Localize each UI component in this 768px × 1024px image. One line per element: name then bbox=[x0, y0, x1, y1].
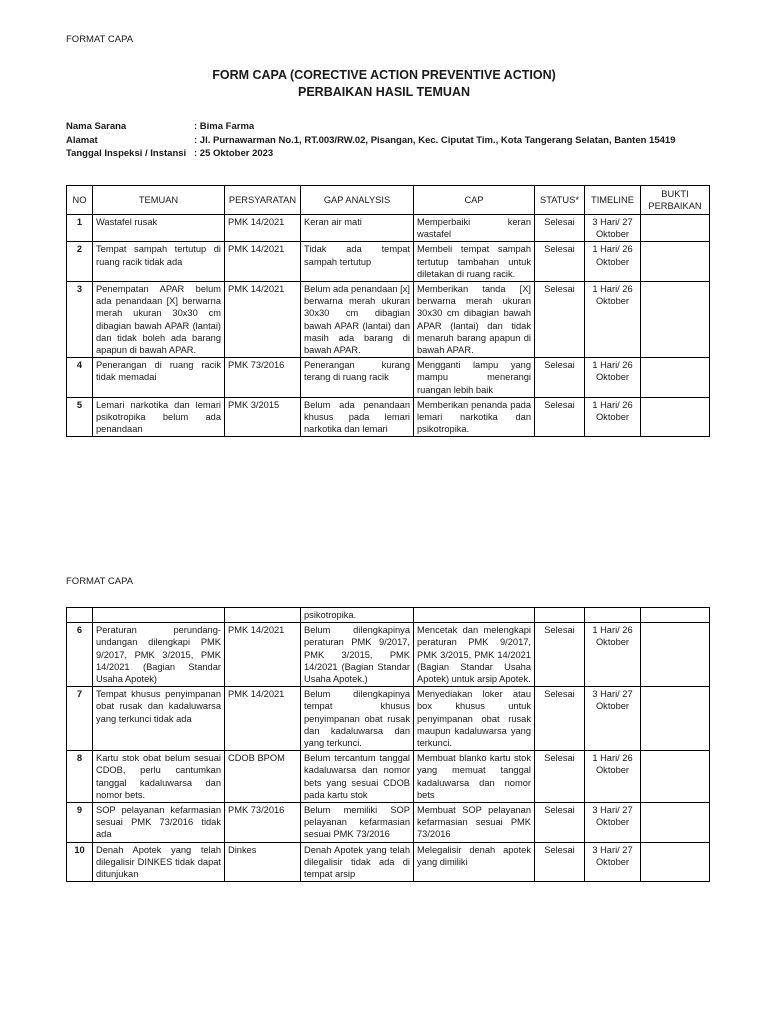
cell-timeline: 1 Hari/ 26 Oktober bbox=[585, 242, 641, 282]
cell-bukti bbox=[641, 803, 710, 843]
cell-gap: Tidak ada tempat sampah tertutup bbox=[301, 242, 414, 282]
cell-gap: Belum memiliki SOP pelayanan kefarmasian sesuai PMK 73/2016 bbox=[301, 803, 414, 843]
cell-timeline: 3 Hari/ 27 Oktober bbox=[585, 842, 641, 882]
alamat-label: Alamat bbox=[66, 134, 98, 146]
col-header-persyaratan: PERSYARATAN bbox=[225, 186, 301, 215]
cell-status: Selesai bbox=[535, 803, 585, 843]
nama-value: : Bima Farma bbox=[194, 121, 255, 132]
col-header-timeline: TIMELINE bbox=[585, 186, 641, 215]
cell-gap: Belum dilengkapinya tempat khusus penyimpanan obat rusak dan kadaluwarsa dan yang terkunci. bbox=[301, 687, 414, 751]
cell-no bbox=[67, 608, 93, 623]
cell-persyaratan: Dinkes bbox=[225, 842, 301, 882]
cell-status: Selesai bbox=[535, 215, 585, 242]
table-row bbox=[67, 215, 710, 242]
cell-temuan: Denah Apotek yang telah dilegalisir DINKES tidak dapat ditunjukan bbox=[93, 842, 225, 882]
cell-timeline: 1 Hari/ 26 Oktober bbox=[585, 623, 641, 687]
continuation-row bbox=[67, 608, 710, 623]
cell-no: 7 bbox=[67, 687, 93, 751]
cell-persyaratan: PMK 14/2021 bbox=[225, 282, 301, 358]
cell-gap: Denah Apotek yang telah dilegalisir tidak ada di tempat arsip bbox=[301, 842, 414, 882]
cell-bukti bbox=[641, 242, 710, 282]
table-row bbox=[67, 623, 710, 687]
cell-temuan: Kartu stok obat belum sesuai CDOB, perlu cantumkan tanggal kadaluwarsa dan nomor bets. bbox=[93, 751, 225, 803]
cell-no: 8 bbox=[67, 751, 93, 803]
cell-temuan bbox=[93, 608, 225, 623]
cell-timeline: 1 Hari/ 26 Oktober bbox=[585, 358, 641, 398]
cell-cap: Menyediakan loker atau box khusus untuk penyimpanan obat rusak maupun kadaluwarsa yang terkunci. bbox=[414, 687, 535, 751]
col-header-bukti: BUKTI PERBAIKAN bbox=[641, 186, 710, 215]
cell-no: 9 bbox=[67, 803, 93, 843]
form-title: FORM CAPA (CORECTIVE ACTION PREVENTIVE ACTION) bbox=[212, 68, 556, 82]
cell-timeline: 1 Hari/ 26 Oktober bbox=[585, 751, 641, 803]
cell-temuan: Peraturan perundang-undangan dilengkapi PMK 9/2017, PMK 3/2015, PMK 14/2021 (Bagian Standar Usaha Apotek) bbox=[93, 623, 225, 687]
capa-table-page1 bbox=[66, 185, 710, 437]
cell-temuan: Penempatan APAR belum ada penandaan [X] berwarna merah ukuran 30x30 cm dibagian bawah APAR (lantai) dan tidak boleh ada barang apapun di bawah APAR. bbox=[93, 282, 225, 358]
table-row bbox=[67, 687, 710, 751]
cell-persyaratan: PMK 14/2021 bbox=[225, 242, 301, 282]
page-header-label: FORMAT CAPA bbox=[66, 34, 134, 45]
cell-timeline: 3 Hari/ 27 Oktober bbox=[585, 215, 641, 242]
table-row bbox=[67, 397, 710, 437]
facility-info bbox=[66, 120, 675, 161]
nama-label: Nama Sarana bbox=[66, 121, 127, 132]
cell-status: Selesai bbox=[535, 242, 585, 282]
cell-persyaratan: PMK 14/2021 bbox=[225, 623, 301, 687]
cell-persyaratan: PMK 14/2021 bbox=[225, 687, 301, 751]
cell-status: Selesai bbox=[535, 842, 585, 882]
col-header-temuan: TEMUAN bbox=[93, 186, 225, 215]
cell-temuan: Wastafel rusak bbox=[93, 215, 225, 242]
cell-timeline: 1 Hari/ 26 Oktober bbox=[585, 282, 641, 358]
cell-temuan: Tempat sampah tertutup di ruang racik tidak ada bbox=[93, 242, 225, 282]
cell-cap: Membuat blanko kartu stok yang memuat tanggal kadaluwarsa dan nomor bets bbox=[414, 751, 535, 803]
cell-temuan: Tempat khusus penyimpanan obat rusak dan kadaluwarsa yang terkunci tidak ada bbox=[93, 687, 225, 751]
cell-bukti bbox=[641, 687, 710, 751]
col-header-cap: CAP bbox=[414, 186, 535, 215]
capa-table-page2 bbox=[66, 607, 710, 882]
cell-status: Selesai bbox=[535, 358, 585, 398]
cell-cap: Memperbaiki keran wastafel bbox=[414, 215, 535, 242]
table-row bbox=[67, 803, 710, 843]
cell-no: 10 bbox=[67, 842, 93, 882]
table-row bbox=[67, 242, 710, 282]
page2-header-label: FORMAT CAPA bbox=[66, 576, 134, 587]
cell-temuan: Lemari narkotika dan lemari psikotropika belum ada penandaan bbox=[93, 397, 225, 437]
cell-bukti bbox=[641, 608, 710, 623]
cell-cap bbox=[414, 608, 535, 623]
table-row bbox=[67, 358, 710, 398]
cell-timeline bbox=[585, 608, 641, 623]
cell-bukti bbox=[641, 282, 710, 358]
cell-temuan: Penerangan di ruang racik tidak memadai bbox=[93, 358, 225, 398]
cell-gap: Belum tercantum tanggal kadaluwarsa dan nomor bets yang sesuai CDOB pada kartu stok bbox=[301, 751, 414, 803]
cell-no: 5 bbox=[67, 397, 93, 437]
cell-timeline: 1 Hari/ 26 Oktober bbox=[585, 397, 641, 437]
table-row bbox=[67, 751, 710, 803]
cell-no: 2 bbox=[67, 242, 93, 282]
cell-cap: Melegalisir denah apotek yang dimiliki bbox=[414, 842, 535, 882]
cell-no: 1 bbox=[67, 215, 93, 242]
cell-persyaratan: PMK 14/2021 bbox=[225, 215, 301, 242]
cell-temuan: SOP pelayanan kefarmasian sesuai PMK 73/2016 tidak ada bbox=[93, 803, 225, 843]
col-header-gap: GAP ANALYSIS bbox=[301, 186, 414, 215]
cell-bukti bbox=[641, 215, 710, 242]
cell-gap: Penerangan kurang terang di ruang racik bbox=[301, 358, 414, 398]
cell-persyaratan bbox=[225, 608, 301, 623]
tanggal-value: : 25 Oktober 2023 bbox=[194, 148, 274, 159]
cell-no: 6 bbox=[67, 623, 93, 687]
cell-timeline: 3 Hari/ 27 Oktober bbox=[585, 803, 641, 843]
cell-bukti bbox=[641, 842, 710, 882]
cell-status: Selesai bbox=[535, 687, 585, 751]
cell-persyaratan: CDOB BPOM bbox=[225, 751, 301, 803]
cell-status bbox=[535, 608, 585, 623]
cell-status: Selesai bbox=[535, 623, 585, 687]
cell-status: Selesai bbox=[535, 751, 585, 803]
cell-status: Selesai bbox=[535, 282, 585, 358]
cell-cap: Membeli tempat sampah tertutup tambahan untuk diletakan di ruang racik. bbox=[414, 242, 535, 282]
col-header-status: STATUS* bbox=[535, 186, 585, 215]
cell-timeline: 3 Hari/ 27 Oktober bbox=[585, 687, 641, 751]
cell-persyaratan: PMK 3/2015 bbox=[225, 397, 301, 437]
cell-gap: Belum dilengkapinya peraturan PMK 9/2017, PMK 3/2015, PMK 14/2021 (Bagian Standar Usaha Apotek.) bbox=[301, 623, 414, 687]
cell-bukti bbox=[641, 358, 710, 398]
cell-status: Selesai bbox=[535, 397, 585, 437]
cell-bukti bbox=[641, 397, 710, 437]
alamat-value: : Jl. Purnawarman No.1, RT.003/RW.02, Pisangan, Kec. Ciputat Tim., Kota Tangerang Selatan, Banten 15419 bbox=[194, 134, 676, 146]
cell-cap: Memberikan penanda pada lemari narkotika dan psikotropika. bbox=[414, 397, 535, 437]
cell-persyaratan: PMK 73/2016 bbox=[225, 803, 301, 843]
col-header-no: NO bbox=[67, 186, 93, 215]
tanggal-label: Tanggal Inspeksi / Instansi bbox=[66, 148, 187, 159]
cell-bukti bbox=[641, 751, 710, 803]
table-row bbox=[67, 282, 710, 358]
cell-no: 3 bbox=[67, 282, 93, 358]
cell-cap: Mencetak dan melengkapi peraturan PMK 9/2017, PMK 3/2015, PMK 14/2021 (Bagian Standar Usaha Apotek) untuk arsip Apotek. bbox=[414, 623, 535, 687]
cell-cap: Mengganti lampu yang mampu menerangi ruangan lebih baik bbox=[414, 358, 535, 398]
cell-persyaratan: PMK 73/2016 bbox=[225, 358, 301, 398]
cell-gap: Belum ada penandaan [x] berwarna merah ukuran 30x30 cm dibagian bawah APAR (lantai) dan masih ada barang di bawah APAR. bbox=[301, 282, 414, 358]
cell-gap: Keran air mati bbox=[301, 215, 414, 242]
cell-cap: Memberikan tanda [X] berwarna merah ukuran 30x30 cm dibagian bawah APAR (lantai) dan tidak menaruh barang apapun di bawah APAR. bbox=[414, 282, 535, 358]
table-row bbox=[67, 842, 710, 882]
cell-gap-continuation: psikotropika. bbox=[301, 608, 414, 623]
form-subtitle: PERBAIKAN HASIL TEMUAN bbox=[298, 85, 470, 99]
cell-bukti bbox=[641, 623, 710, 687]
cell-no: 4 bbox=[67, 358, 93, 398]
cell-gap: Belum ada penandaan khusus pada lemari narkotika dan lemari bbox=[301, 397, 414, 437]
cell-cap: Membuat SOP pelayanan kefarmasian sesuai PMK 73/2016 bbox=[414, 803, 535, 843]
